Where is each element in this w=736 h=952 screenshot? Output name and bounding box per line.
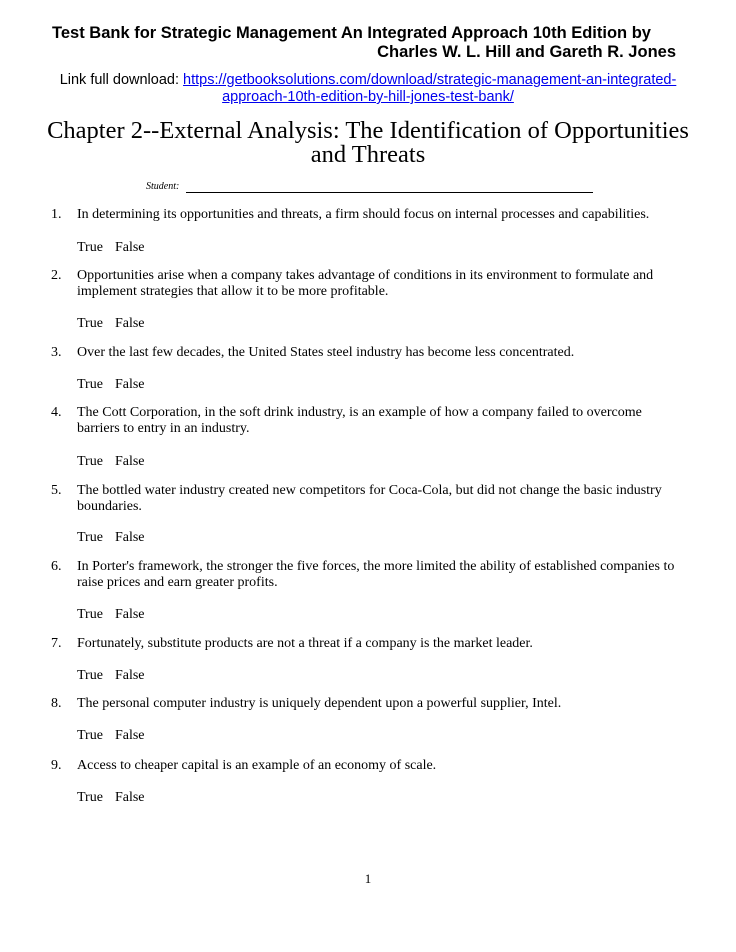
answer-false[interactable]: False bbox=[114, 377, 145, 392]
answer-options bbox=[77, 530, 145, 546]
download-link[interactable] bbox=[183, 72, 676, 105]
answer-true[interactable]: True bbox=[77, 668, 103, 683]
answer-false[interactable]: False bbox=[114, 316, 145, 331]
answer-true[interactable]: True bbox=[77, 530, 103, 545]
answer-false[interactable]: False bbox=[114, 240, 145, 255]
answer-options bbox=[77, 790, 145, 806]
answer-true[interactable]: True bbox=[77, 240, 103, 255]
answer-true[interactable]: True bbox=[77, 316, 103, 331]
answer-options bbox=[77, 377, 145, 393]
download-label: Link full download: bbox=[59, 72, 179, 88]
answer-true[interactable]: True bbox=[77, 790, 103, 805]
answer-false[interactable]: False bbox=[114, 668, 145, 683]
answer-true[interactable]: True bbox=[77, 454, 103, 469]
document-header bbox=[38, 24, 698, 62]
answer-false[interactable]: False bbox=[114, 454, 145, 469]
question-number: 2. bbox=[51, 268, 62, 283]
question-number: 1. bbox=[51, 207, 62, 222]
answer-false[interactable]: False bbox=[114, 530, 145, 545]
question-text: The Cott Corporation, in the soft drink industry, is an example of how a company failed to overcome barriers to entry in an industry. bbox=[77, 405, 642, 436]
question-text: Access to cheaper capital is an example of an economy of scale. bbox=[77, 758, 437, 773]
answer-false[interactable]: False bbox=[114, 607, 145, 622]
student-label: Student: bbox=[146, 181, 180, 192]
question-number: 8. bbox=[51, 696, 62, 711]
question-text: The personal computer industry is uniquely dependent upon a powerful supplier, Intel. bbox=[77, 696, 562, 711]
answer-options bbox=[77, 240, 145, 256]
question-number: 6. bbox=[51, 559, 62, 574]
question-number: 7. bbox=[51, 636, 62, 651]
answer-true[interactable]: True bbox=[77, 728, 103, 743]
download-link-line-2: approach-10th-edition-by-hill-jones-test-bank/ bbox=[222, 89, 514, 105]
student-name-line[interactable] bbox=[186, 192, 593, 193]
question-number: 5. bbox=[51, 483, 62, 498]
question-text: In Porter's framework, the stronger the five forces, the more limited the ability of established companies to raise prices and earn greater profits. bbox=[77, 559, 675, 590]
question-text: Fortunately, substitute products are not a threat if a company is the market leader. bbox=[77, 636, 533, 651]
chapter-title-line-1: Chapter 2--External Analysis: The Identification of Opportunities bbox=[47, 117, 689, 144]
header-title-line-1: Test Bank for Strategic Management An Integrated Approach 10th Edition by bbox=[52, 24, 651, 42]
question-number: 9. bbox=[51, 758, 62, 773]
chapter-title bbox=[30, 119, 706, 167]
answer-true[interactable]: True bbox=[77, 377, 103, 392]
answer-false[interactable]: False bbox=[114, 790, 145, 805]
answer-true[interactable]: True bbox=[77, 607, 103, 622]
question-text: In determining its opportunities and threats, a firm should focus on internal processes and capabilities. bbox=[77, 207, 650, 222]
question-text: The bottled water industry created new competitors for Coca-Cola, but did not change the basic industry boundaries. bbox=[77, 483, 662, 514]
question-number: 4. bbox=[51, 405, 62, 420]
answer-options bbox=[77, 607, 145, 623]
question-text: Over the last few decades, the United States steel industry has become less concentrated. bbox=[77, 345, 575, 360]
question-text: Opportunities arise when a company takes advantage of conditions in its environment to formulate and implement strategies that allow it to be more profitable. bbox=[77, 268, 654, 299]
download-link-line-1: https://getbooksolutions.com/download/strategic-management-an-integrated- bbox=[183, 72, 677, 88]
download-section bbox=[20, 72, 716, 106]
answer-options bbox=[77, 316, 145, 332]
page-number: 1 bbox=[364, 871, 372, 886]
answer-options bbox=[77, 728, 145, 744]
answer-false[interactable]: False bbox=[114, 728, 145, 743]
answer-options bbox=[77, 668, 145, 684]
answer-options bbox=[77, 454, 145, 470]
question-number: 3. bbox=[51, 345, 62, 360]
chapter-title-line-2: and Threats bbox=[310, 141, 426, 168]
header-title-line-2: Charles W. L. Hill and Gareth R. Jones bbox=[377, 43, 676, 61]
